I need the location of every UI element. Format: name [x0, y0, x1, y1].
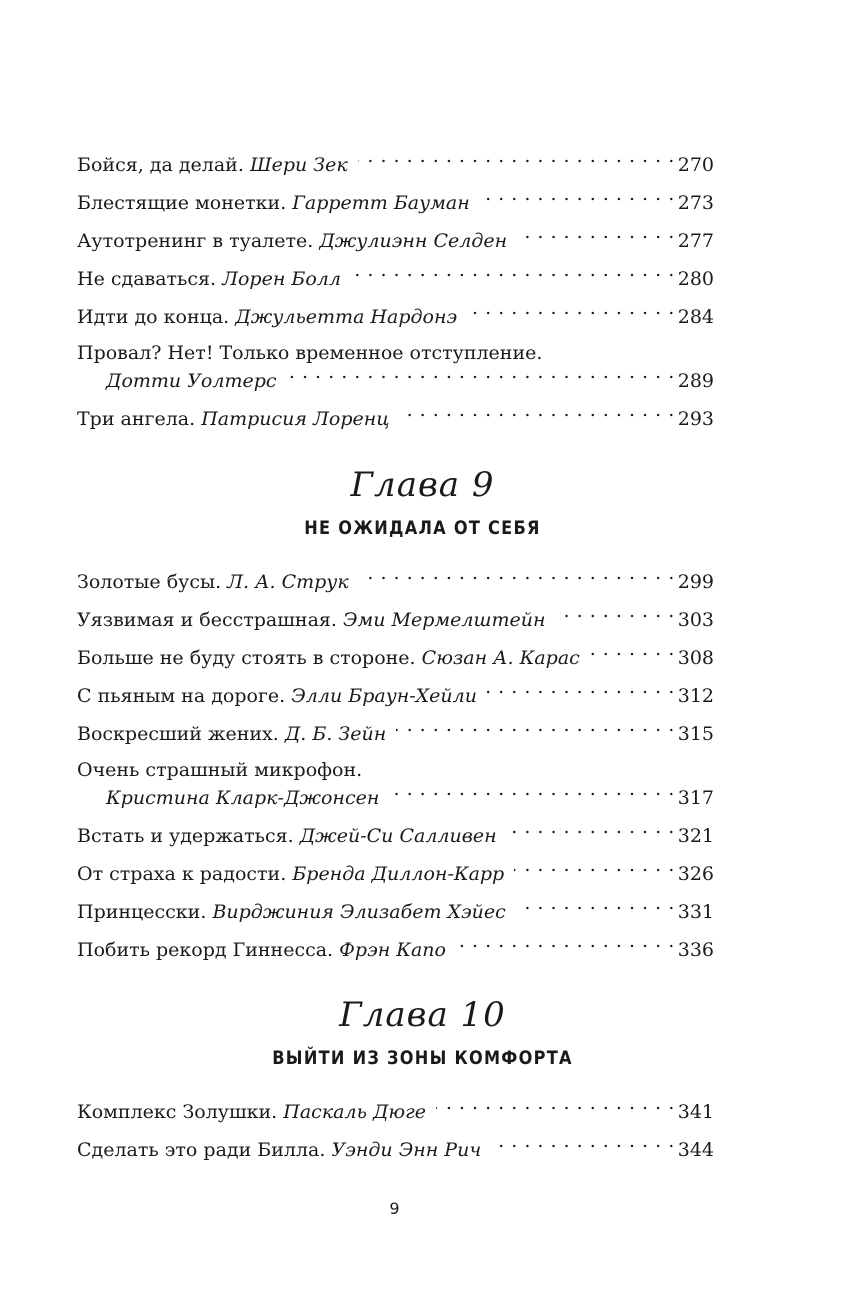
- dot-leader: [480, 189, 675, 209]
- dot-leader: [359, 568, 675, 588]
- dot-leader: [389, 784, 674, 804]
- toc-entry: [77, 758, 714, 822]
- dot-leader: [487, 682, 675, 702]
- entry-author: Джульетта Нардонэ: [235, 306, 458, 328]
- entry-author: Уэнди Энн Рич: [331, 1139, 482, 1161]
- dot-leader: [516, 898, 675, 918]
- entry-title: Очень страшный микрофон.: [77, 759, 363, 781]
- entry-author: Гарретт Бауман: [292, 192, 470, 214]
- entry-page: 299: [677, 571, 714, 593]
- toc-entry: [77, 303, 714, 341]
- entry-author: Шери Зек: [249, 154, 348, 176]
- entry-title: Золотые бусы.: [77, 571, 222, 593]
- chapter-9-heading: [0, 465, 845, 539]
- toc-entry: [77, 568, 714, 606]
- dot-leader: [358, 151, 675, 171]
- entry-title: Побить рекорд Гиннесса.: [77, 939, 334, 961]
- entry-title: С пьяным на дороге.: [77, 685, 286, 707]
- entry-page: 315: [677, 723, 714, 745]
- toc-entry: [77, 227, 714, 265]
- entry-page: 326: [677, 863, 714, 885]
- entry-page: 289: [677, 370, 714, 392]
- entry-page: 277: [677, 230, 714, 252]
- entry-page: 312: [677, 685, 714, 707]
- entry-title: Три ангела.: [77, 408, 196, 430]
- entry-author: Д. Б. Зейн: [284, 723, 387, 745]
- entry-author: Лорен Болл: [222, 268, 341, 290]
- toc-entry: [77, 898, 714, 936]
- entry-page: 293: [677, 408, 714, 430]
- entry-author: Эми Мермелштейн: [342, 609, 546, 631]
- toc-entry: [77, 682, 714, 720]
- entry-page: 321: [677, 825, 714, 847]
- entry-author: Дотти Уолтерс: [106, 370, 277, 392]
- entry-page: 273: [677, 192, 714, 214]
- entry-title: От страха к радости.: [77, 863, 287, 885]
- entry-author: Джей-Си Салливен: [299, 825, 497, 847]
- toc-entry: [77, 822, 714, 860]
- entry-title: Блестящие монетки.: [77, 192, 287, 214]
- toc-entry: [77, 405, 714, 443]
- entry-title: Уязвимая и бесстрашная.: [77, 609, 337, 631]
- toc-entry: [77, 936, 714, 974]
- entry-author: Фрэн Капо: [339, 939, 446, 961]
- dot-leader: [590, 644, 675, 664]
- toc-entry: [77, 1098, 714, 1136]
- chapter-label: Глава 9: [350, 465, 495, 505]
- dot-leader: [396, 720, 674, 740]
- entry-page: 284: [677, 306, 714, 328]
- entry-title: Больше не буду стоять в стороне.: [77, 647, 416, 669]
- entry-author: Джулиэнн Селден: [319, 230, 508, 252]
- entry-author: Кристина Кларк-Джонсен: [106, 787, 380, 809]
- toc-entry: [77, 606, 714, 644]
- toc-entry: [77, 341, 714, 405]
- entry-author: Вирджиния Элизабет Хэйес: [212, 901, 506, 923]
- toc-section-chapter-10: [77, 1098, 714, 1174]
- entry-author: Л. А. Струк: [227, 571, 349, 593]
- entry-title: Провал? Нет! Только временное отступление.: [77, 342, 543, 364]
- chapter-10-heading: [0, 995, 845, 1069]
- dot-leader: [436, 1098, 675, 1118]
- entry-title: Аутотренинг в туалете.: [77, 230, 314, 252]
- dot-leader: [517, 227, 675, 247]
- dot-leader: [556, 606, 675, 626]
- toc-entry: [77, 151, 714, 189]
- dot-leader: [351, 265, 675, 285]
- dot-leader: [514, 860, 675, 880]
- dot-leader: [456, 936, 675, 956]
- entry-title: Идти до конца.: [77, 306, 230, 328]
- entry-author: Бренда Диллон-Карр: [292, 863, 505, 885]
- entry-title: Не сдаваться.: [77, 268, 217, 290]
- chapter-subtitle: НЕ ОЖИДАЛА ОТ СЕБЯ: [304, 517, 541, 539]
- toc-entry: [77, 265, 714, 303]
- toc-section-top: [77, 151, 714, 443]
- entry-page: 341: [677, 1101, 714, 1123]
- toc-entry: [77, 189, 714, 227]
- toc-entry: [77, 720, 714, 758]
- entry-page: 270: [677, 154, 714, 176]
- dot-leader: [400, 405, 675, 425]
- dot-leader: [491, 1136, 675, 1156]
- entry-title: Сделать это ради Билла.: [77, 1139, 326, 1161]
- entry-page: 303: [677, 609, 714, 631]
- chapter-label: Глава 10: [339, 995, 506, 1035]
- entry-page: 308: [677, 647, 714, 669]
- entry-page: 280: [677, 268, 714, 290]
- entry-author: Элли Браун-Хейли: [291, 685, 477, 707]
- toc-entry: [77, 1136, 714, 1174]
- entry-author: Паскаль Дюге: [283, 1101, 426, 1123]
- entry-page: 336: [677, 939, 714, 961]
- entry-author: Сюзан А. Карас: [421, 647, 580, 669]
- entry-page: 317: [677, 787, 714, 809]
- dot-leader: [287, 367, 675, 387]
- dot-leader: [507, 822, 675, 842]
- entry-title: Бойся, да делай.: [77, 154, 244, 176]
- entry-title: Воскресший жених.: [77, 723, 279, 745]
- entry-title: Принцесски.: [77, 901, 207, 923]
- chapter-subtitle: ВЫЙТИ ИЗ ЗОНЫ КОМФОРТА: [272, 1047, 573, 1069]
- toc-entry: [77, 644, 714, 682]
- entry-title: Комплекс Золушки.: [77, 1101, 278, 1123]
- toc-entry: [77, 860, 714, 898]
- entry-page: 344: [677, 1139, 714, 1161]
- page-number: 9: [389, 1199, 400, 1218]
- entry-page: 331: [677, 901, 714, 923]
- entry-author: Патрисия Лоренц: [201, 408, 390, 430]
- toc-section-chapter-9: [77, 568, 714, 974]
- dot-leader: [467, 303, 675, 323]
- entry-title: Встать и удержаться.: [77, 825, 294, 847]
